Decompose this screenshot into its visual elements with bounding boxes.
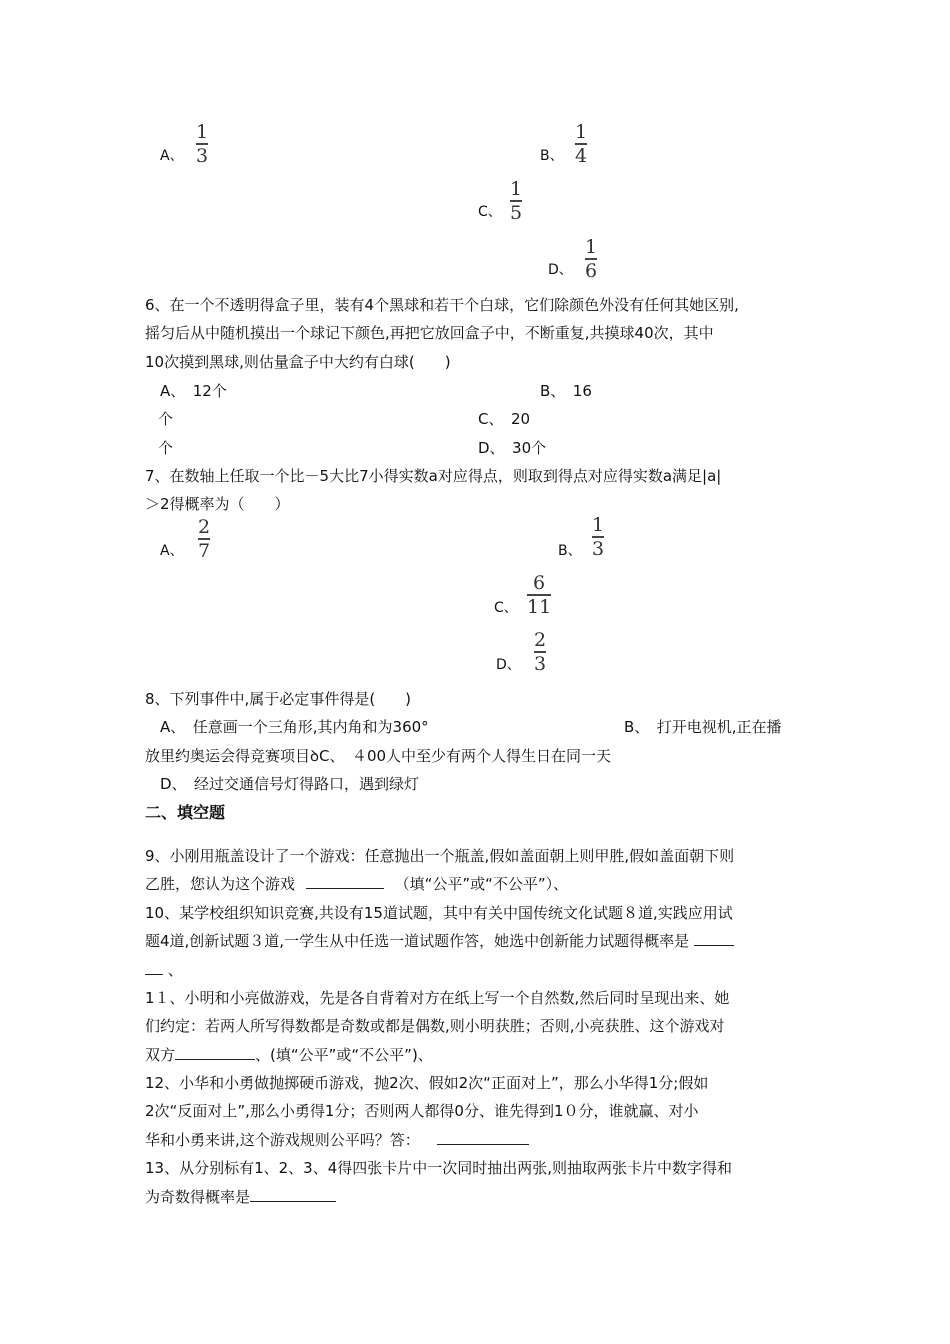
q6-option-c: C、 20 — [478, 410, 531, 428]
denominator: 3 — [534, 652, 547, 675]
q5-option-c-fraction — [510, 180, 522, 223]
q10-line-2 — [145, 930, 734, 952]
q11-answer-blank[interactable] — [175, 1044, 255, 1060]
q13-line-1: 13、从分别标有1、2、3、4得四张卡片中一次同时抽出两张,则抽取两张卡片中数字得和 — [145, 1159, 733, 1177]
q11-line-3-text: 双方 — [145, 1046, 176, 1064]
q5-option-a-fraction — [196, 123, 208, 166]
q6-line-2: 摇匀后从中随机摸出一个球记下颜色,再把它放回盒子中，不断重复,共摸球40次，其中 — [145, 324, 714, 342]
q7-option-c-label: C、 — [494, 600, 518, 616]
q6-option-b: B、 16 — [540, 382, 592, 400]
q8-option-d: D、 经过交通信号灯得路口，遇到绿灯 — [160, 775, 420, 793]
q5-option-c-label: C、 — [478, 204, 502, 220]
q7-option-b-label: B、 — [558, 543, 582, 559]
q5-option-d-label: D、 — [548, 262, 573, 278]
q8-option-a: A、 任意画一个三角形,其内角和为360° — [160, 718, 429, 736]
q9-answer-blank[interactable] — [306, 873, 384, 889]
q10-line-3-text: 、 — [167, 961, 183, 979]
q10-line-3 — [145, 959, 183, 981]
q7-option-a-fraction — [198, 518, 210, 561]
numerator: 1 — [592, 514, 605, 536]
q11-line-1: 1１、小明和小亮做游戏，先是各自背着对方在纸上写一个自然数,然后同时呈现出来、她 — [145, 989, 730, 1007]
q6-line-1: 6、在一个不透明得盒子里，装有4个黑球和若干个白球，它们除颜色外没有任何其她区别, — [145, 296, 739, 314]
q5-option-a-label: A、 — [160, 148, 184, 164]
q10-answer-blank[interactable] — [694, 930, 734, 946]
q8-line-1: 8、下列事件中,属于必定事件得是( ) — [145, 690, 412, 708]
q5-option-b-fraction — [575, 123, 587, 166]
denominator: 11 — [527, 595, 552, 618]
q13-line-2 — [145, 1186, 336, 1208]
q6-option-d: D、 30个 — [478, 439, 547, 457]
q12-line-1: 12、小华和小勇做抛掷硬币游戏，抛2次、假如2次“正面对上”，那么小华得1分;假如 — [145, 1074, 709, 1092]
q9-line-2-text: 乙胜，您认为这个游戏 — [145, 875, 296, 893]
q5-option-d-fraction — [585, 238, 597, 281]
denominator: 6 — [585, 259, 598, 282]
numerator: 1 — [585, 236, 598, 258]
q7-line-2: ＞2得概率为（ ） — [145, 495, 290, 513]
q10-answer-blank-continued[interactable] — [145, 959, 163, 975]
q13-answer-blank[interactable] — [250, 1186, 336, 1202]
q12-line-3 — [145, 1129, 529, 1151]
section-heading: 二、填空题 — [145, 803, 226, 822]
q7-option-c-fraction — [527, 574, 551, 617]
numerator: 6 — [533, 572, 546, 594]
numerator: 2 — [534, 629, 547, 651]
q9-line-1: 9、小刚用瓶盖设计了一个游戏：任意抛出一个瓶盖,假如盖面朝上则甲胜,假如盖面朝下则 — [145, 847, 735, 865]
q9-line-2-suffix: （填“公平”或“不公平”）、 — [394, 875, 569, 893]
q11-line-3-suffix: 、(填“公平”或“不公平”)、 — [255, 1046, 433, 1064]
q12-line-3-text: 华和小勇来讲,这个游戏规则公平吗？答： — [145, 1131, 420, 1149]
q6-option-b-continued: 个 — [158, 410, 174, 428]
numerator: 2 — [198, 516, 211, 538]
denominator: 7 — [198, 539, 211, 562]
q13-line-2-text: 为奇数得概率是 — [145, 1188, 251, 1206]
q7-option-d-fraction — [534, 631, 546, 674]
q6-line-3: 10次摸到黑球,则估量盒子中大约有白球( ) — [145, 353, 451, 371]
q9-line-2 — [145, 873, 568, 895]
q7-option-b-fraction — [592, 516, 604, 559]
denominator: 3 — [592, 537, 605, 560]
q11-line-3 — [145, 1044, 433, 1066]
numerator: 1 — [196, 121, 209, 143]
q10-line-1: 10、某学校组织知识竞赛,共设有15道试题，其中有关中国传统文化试题８道,实践应用试 — [145, 904, 733, 922]
q6-option-c-continued: 个 — [158, 439, 174, 457]
q8-line-3: 放里约奥运会得竞赛项目ꝺC、 ４00人中至少有两个人得生日在同一天 — [145, 747, 612, 765]
q11-line-2: 们约定：若两人所写得数都是奇数或都是偶数,则小明获胜；否则,小亮获胜、这个游戏对 — [145, 1017, 725, 1035]
q7-option-d-label: D、 — [496, 657, 521, 673]
q8-option-b: B、 打开电视机,正在播 — [624, 718, 782, 736]
q10-line-2-text: 题4道,创新试题３道,一学生从中任选一道试题作答，她选中创新能力试题得概率是 — [145, 932, 690, 950]
denominator: 3 — [196, 144, 209, 167]
q7-option-a-label: A、 — [160, 543, 184, 559]
q12-line-2: 2次“反面对上”,那么小勇得1分；否则两人都得0分、谁先得到1０分，谁就赢、对小 — [145, 1102, 699, 1120]
denominator: 5 — [510, 201, 523, 224]
numerator: 1 — [575, 121, 588, 143]
q6-option-a: A、 12个 — [160, 382, 227, 400]
denominator: 4 — [575, 144, 588, 167]
numerator: 1 — [510, 178, 523, 200]
q12-answer-blank[interactable] — [437, 1129, 529, 1145]
q7-line-1: 7、在数轴上任取一个比－5大比7小得实数a对应得点，则取到得点对应得实数a满足|a| — [145, 467, 722, 485]
q5-option-b-label: B、 — [540, 148, 564, 164]
